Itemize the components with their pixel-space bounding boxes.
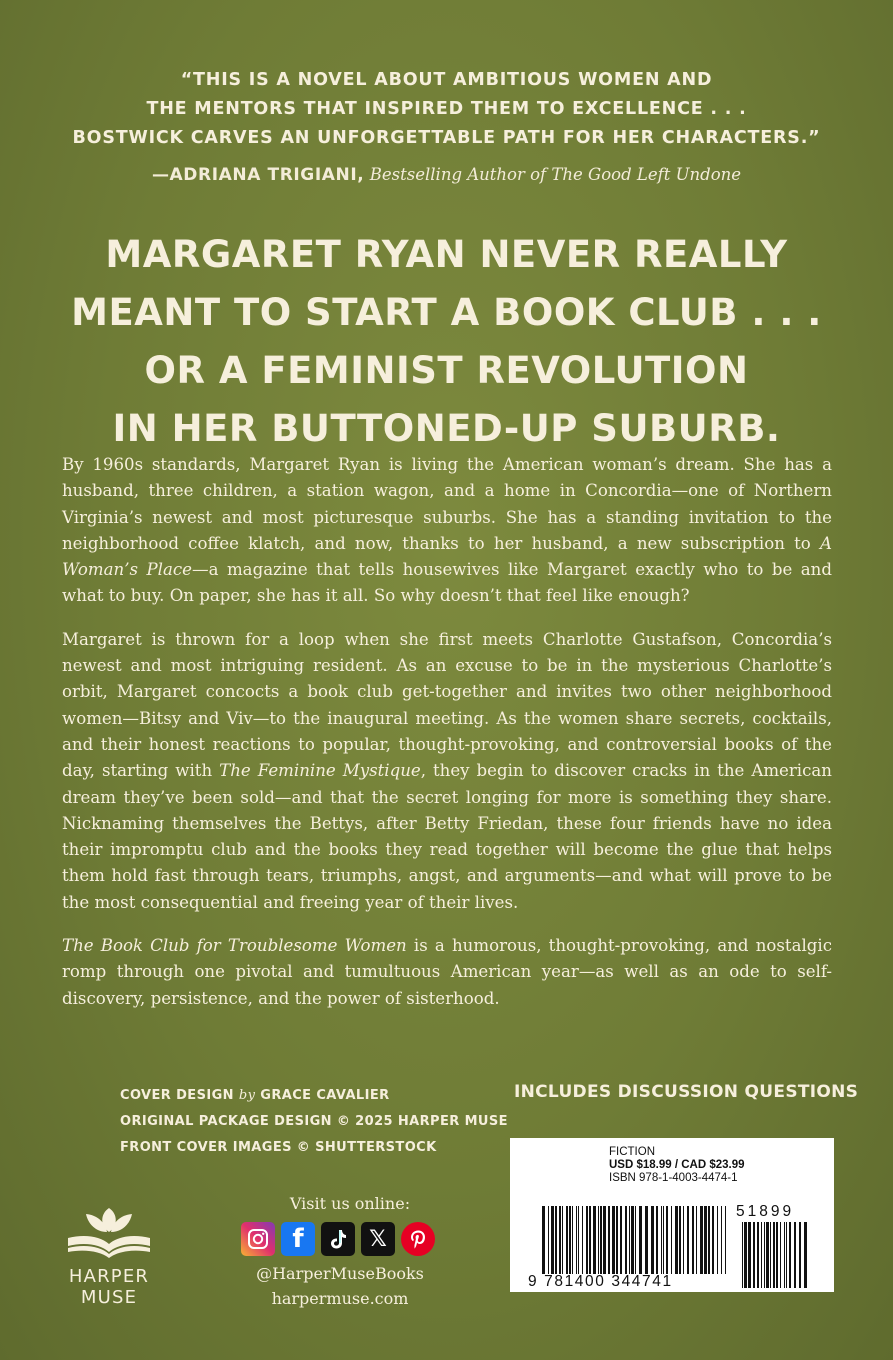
book-title: The Book Club for Troublesome Women [62,936,407,956]
credit-line: FRONT COVER IMAGES © SHUTTERSTOCK [120,1140,437,1155]
quote-author: —ADRIANA TRIGIANI, [151,165,365,185]
book-reference: The Feminine Mystique [219,761,421,781]
barcode-price: USD $18.99 / CAD $23.99 [609,1159,745,1171]
facebook-icon[interactable]: f [281,1222,315,1256]
text-run: By 1960s standards, Margaret Ryan is living the American woman’s dream. She has a husband, three children, a station wagon, and a home in Concordia—one of Northern Virginia’s newest and most picturesque suburbs. She has a standing invitation to the neighborhood coffee klatch, and now, thanks to her husband, a new subscription to [62,455,832,553]
design-credits [120,1083,508,1161]
discussion-questions-note: INCLUDES DISCUSSION QUESTIONS [514,1082,859,1102]
tiktok-icon[interactable] [321,1222,355,1256]
text-run: is a humorous, thought-provoking, and nostalgic romp through one pivotal and tumultuous American year—as well as an ode to self-discovery, persistence, and the power of sisterhood. [62,936,832,1008]
barcode-box [510,1138,834,1292]
text-run: —a magazine that tells housewives like Margaret exactly who to be and what to buy. On paper, she has it all. So why doesn’t that feel like enough? [62,560,832,606]
book-sprout-icon [60,1200,158,1262]
barcode-isbn: ISBN 978-1-4003-4474-1 [609,1172,738,1184]
publisher-name-line: HARPER [68,1266,150,1287]
instagram-icon[interactable] [241,1222,275,1256]
social-handle[interactable]: @HarperMuseBooks [256,1264,424,1283]
synopsis-paragraph-3 [62,933,832,1012]
barcode-genre: FICTION [609,1146,655,1158]
text-run: , they begin to discover cracks in the American dream they’ve been sold—and that the secret longing for more is something they share. Nicknaming themselves the Bettys, after Betty Friedan, these four friends have no idea their impromptu club and the books they read together will become the glue that helps them hold fast through tears, triumphs, angst, and arguments—and what will prove to be the most consequential and freeing year of their lives. [62,761,832,912]
barcode-digits: 9 781400 344741 [528,1273,673,1290]
credit-line [120,1083,508,1109]
quote-line: THE MENTORS THAT INSPIRED THEM TO EXCELLENCE . . . [146,99,747,119]
text-run: Margaret is thrown for a loop when she first meets Charlotte Gustafson, Concordia’s newest and most intriguing resident. As an excuse to be in the mysterious Charlotte’s orbit, Margaret concocts a book club get-together and invites two other neighborhood women—Bitsy and Viv—to the inaugural meeting. As the women share secrets, cocktails, and their honest reactions to popular, thought-provoking, and controversial books of the day, starting with [62,629,832,781]
text-run: by [238,1088,256,1103]
website-link[interactable]: harpermuse.com [271,1289,409,1308]
headline-line: MARGARET RYAN NEVER REALLY [105,233,788,276]
synopsis-paragraph-1 [62,452,832,610]
social-icons [241,1222,435,1256]
quote-attribution [0,165,893,185]
pinterest-icon[interactable] [401,1222,435,1256]
headline-line: IN HER BUTTONED-UP SUBURB. [112,407,781,450]
barcode-addon-digits: 51899 [736,1203,795,1220]
synopsis-paragraph-2 [62,627,832,916]
text-run: COVER DESIGN [120,1088,239,1103]
publisher-logo [60,1200,158,1308]
quote-line: “THIS IS A NOVEL ABOUT AMBITIOUS WOMEN AND [180,70,713,90]
x-icon[interactable]: 𝕏 [361,1222,395,1256]
text-run: GRACE CAVALIER [255,1088,390,1103]
quote-author-role: Bestselling Author of The Good Left Undone [369,165,742,184]
credit-line: ORIGINAL PACKAGE DESIGN © 2025 HARPER MUSE [120,1114,508,1129]
publisher-name-line: MUSE [80,1287,138,1308]
endorsement-quote [0,66,893,153]
headline-line: MEANT TO START A BOOK CLUB . . . [71,291,822,334]
headline [0,226,893,458]
headline-line: OR A FEMINIST REVOLUTION [144,349,749,392]
synopsis [62,452,832,1029]
magazine-title: A Woman’s Place [62,533,832,580]
quote-line: BOSTWICK CARVES AN UNFORGETTABLE PATH FOR HER CHARACTERS.” [72,128,821,148]
visit-online-label: Visit us online: [289,1194,411,1213]
